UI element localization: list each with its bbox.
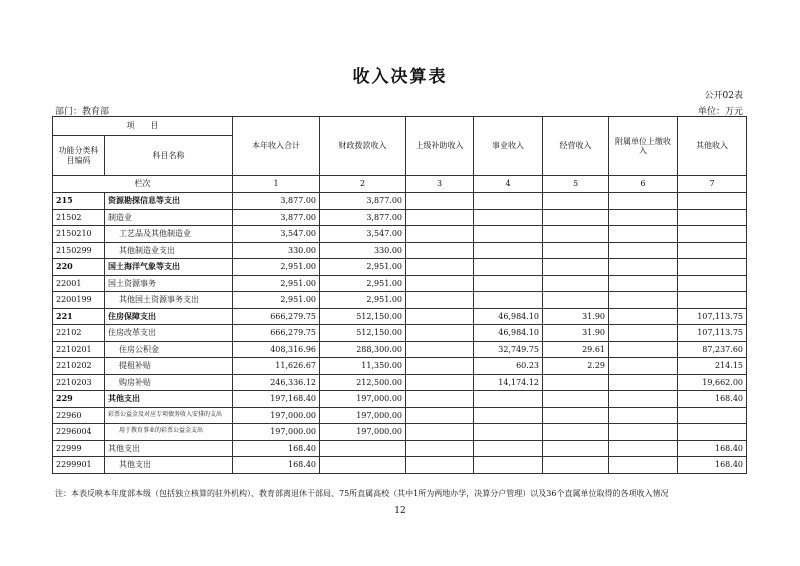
row-value xyxy=(474,193,543,210)
row-value: 46,984.10 xyxy=(474,325,543,342)
row-code: 215 xyxy=(53,193,105,210)
row-value xyxy=(543,275,609,292)
row-value xyxy=(609,391,678,408)
row-value xyxy=(406,424,474,441)
row-value xyxy=(474,391,543,408)
table-row xyxy=(53,325,747,342)
row-value xyxy=(474,226,543,243)
row-value: 31.90 xyxy=(543,308,609,325)
row-value: 288,300.00 xyxy=(320,341,406,358)
row-value: 246,336.12 xyxy=(233,374,320,391)
row-code: 22001 xyxy=(53,275,105,292)
header-col-label: 栏次 xyxy=(53,176,233,193)
row-value xyxy=(678,424,747,441)
row-name: 国土海洋气象等支出 xyxy=(105,259,233,276)
row-value xyxy=(609,193,678,210)
row-value: 408,316.96 xyxy=(233,341,320,358)
row-value xyxy=(474,209,543,226)
row-name: 购房补贴 xyxy=(105,374,233,391)
row-value: 666,279.75 xyxy=(233,325,320,342)
row-name: 其他制造业支出 xyxy=(105,242,233,259)
row-value: 666,279.75 xyxy=(233,308,320,325)
row-value xyxy=(406,457,474,474)
row-value xyxy=(320,440,406,457)
header-col-3: 上级补助收入 xyxy=(406,117,474,176)
table-row xyxy=(53,407,747,424)
header-col-4: 事业收入 xyxy=(474,117,543,176)
table-row xyxy=(53,193,747,210)
row-value xyxy=(609,358,678,375)
row-code: 229 xyxy=(53,391,105,408)
row-value: 107,113.75 xyxy=(678,325,747,342)
row-value xyxy=(609,407,678,424)
row-value xyxy=(406,391,474,408)
row-value xyxy=(543,424,609,441)
table-row xyxy=(53,424,747,441)
row-value: 29.61 xyxy=(543,341,609,358)
row-value xyxy=(609,440,678,457)
row-value xyxy=(406,374,474,391)
row-value xyxy=(609,325,678,342)
row-value xyxy=(678,226,747,243)
row-name: 其他支出 xyxy=(105,457,233,474)
row-value xyxy=(406,440,474,457)
row-name: 资源勘探信息等支出 xyxy=(105,193,233,210)
row-value xyxy=(678,193,747,210)
row-value xyxy=(406,226,474,243)
row-value: 3,547.00 xyxy=(233,226,320,243)
table-row xyxy=(53,440,747,457)
row-value: 197,000.00 xyxy=(320,407,406,424)
row-code: 2210202 xyxy=(53,358,105,375)
row-name: 住房保障支出 xyxy=(105,308,233,325)
row-value xyxy=(678,292,747,309)
row-value xyxy=(406,325,474,342)
row-value: 3,877.00 xyxy=(233,193,320,210)
row-name: 其他支出 xyxy=(105,440,233,457)
department-label: 部门：教育部 xyxy=(55,107,110,117)
row-value: 212,500.00 xyxy=(320,374,406,391)
row-value xyxy=(609,292,678,309)
page-title: 收入决算表 xyxy=(352,67,448,87)
header-col-6: 附属单位上缴收入 xyxy=(609,117,678,176)
row-value: 2,951.00 xyxy=(233,259,320,276)
row-value: 3,547.00 xyxy=(320,226,406,243)
row-value xyxy=(406,193,474,210)
row-value xyxy=(406,242,474,259)
row-value: 197,000.00 xyxy=(233,407,320,424)
row-value: 214.15 xyxy=(678,358,747,375)
row-value xyxy=(474,440,543,457)
table-row xyxy=(53,341,747,358)
row-value xyxy=(609,242,678,259)
header-col-7: 其他收入 xyxy=(678,117,747,176)
footnote: 注：本表反映本年度部本级（包括独立核算的驻外机构）、教育部离退休干部局、75所直属高校（其中1所为两地办学，决算分户管理）以及36个直属单位取得的各项收入情况 xyxy=(55,489,669,498)
col-number: 7 xyxy=(678,176,747,193)
row-value xyxy=(406,275,474,292)
row-code: 22999 xyxy=(53,440,105,457)
row-value: 87,237.60 xyxy=(678,341,747,358)
row-value xyxy=(543,457,609,474)
row-value: 3,877.00 xyxy=(320,209,406,226)
row-value xyxy=(543,193,609,210)
row-name: 用于教育事业的彩票公益金支出 xyxy=(105,424,233,441)
row-value xyxy=(474,275,543,292)
row-value xyxy=(406,292,474,309)
row-name: 提租补贴 xyxy=(105,358,233,375)
unit-label: 单位：万元 xyxy=(697,107,743,117)
header-col-1: 本年收入合计 xyxy=(233,117,320,176)
row-value xyxy=(406,209,474,226)
row-value xyxy=(678,242,747,259)
col-number: 3 xyxy=(406,176,474,193)
row-value xyxy=(406,308,474,325)
row-code: 2150299 xyxy=(53,242,105,259)
row-code: 221 xyxy=(53,308,105,325)
row-value xyxy=(678,259,747,276)
header-col-5: 经营收入 xyxy=(543,117,609,176)
row-value: 2,951.00 xyxy=(233,292,320,309)
page-number: 12 xyxy=(394,506,406,516)
row-code: 2296004 xyxy=(53,424,105,441)
row-code: 2210203 xyxy=(53,374,105,391)
row-code: 22102 xyxy=(53,325,105,342)
row-value: 107,113.75 xyxy=(678,308,747,325)
row-value: 330.00 xyxy=(320,242,406,259)
row-value xyxy=(609,308,678,325)
row-value: 168.40 xyxy=(233,440,320,457)
row-value: 3,877.00 xyxy=(233,209,320,226)
row-name: 彩票公益金及对应专项债务收入安排的支出 xyxy=(105,407,233,424)
col-number: 5 xyxy=(543,176,609,193)
row-code: 2150210 xyxy=(53,226,105,243)
row-value xyxy=(543,391,609,408)
row-value xyxy=(609,209,678,226)
table-row xyxy=(53,275,747,292)
row-value xyxy=(678,209,747,226)
row-value: 168.40 xyxy=(233,457,320,474)
row-value xyxy=(320,457,406,474)
row-value xyxy=(406,358,474,375)
row-value xyxy=(609,275,678,292)
row-name: 住房改革支出 xyxy=(105,325,233,342)
row-value xyxy=(609,226,678,243)
row-value xyxy=(474,259,543,276)
header-name: 科目名称 xyxy=(105,136,233,176)
row-value xyxy=(609,424,678,441)
row-value: 14,174.12 xyxy=(474,374,543,391)
row-value xyxy=(474,292,543,309)
row-value: 2,951.00 xyxy=(320,292,406,309)
row-value: 31.90 xyxy=(543,325,609,342)
col-number: 4 xyxy=(474,176,543,193)
row-value xyxy=(474,407,543,424)
table-row xyxy=(53,226,747,243)
row-value xyxy=(678,407,747,424)
row-value: 2,951.00 xyxy=(233,275,320,292)
row-value: 168.40 xyxy=(678,391,747,408)
row-value: 330.00 xyxy=(233,242,320,259)
header-project: 项 目 xyxy=(53,117,233,136)
row-value: 512,150.00 xyxy=(320,308,406,325)
row-value xyxy=(543,407,609,424)
row-value: 3,877.00 xyxy=(320,193,406,210)
row-value xyxy=(543,209,609,226)
row-value xyxy=(609,374,678,391)
row-value xyxy=(609,259,678,276)
row-value: 2.29 xyxy=(543,358,609,375)
row-value: 60.23 xyxy=(474,358,543,375)
row-value: 11,626.67 xyxy=(233,358,320,375)
row-name: 其他支出 xyxy=(105,391,233,408)
row-value: 19,662.00 xyxy=(678,374,747,391)
row-value: 197,000.00 xyxy=(320,391,406,408)
row-code: 21502 xyxy=(53,209,105,226)
row-code: 220 xyxy=(53,259,105,276)
row-value: 32,749.75 xyxy=(474,341,543,358)
row-name: 住房公积金 xyxy=(105,341,233,358)
table-row xyxy=(53,391,747,408)
table-row xyxy=(53,308,747,325)
row-value xyxy=(474,457,543,474)
row-value xyxy=(543,242,609,259)
row-value xyxy=(543,259,609,276)
row-value xyxy=(406,341,474,358)
header-col-2: 财政拨款收入 xyxy=(320,117,406,176)
row-code: 2299901 xyxy=(53,457,105,474)
row-value: 197,168.40 xyxy=(233,391,320,408)
row-value: 46,984.10 xyxy=(474,308,543,325)
row-value: 197,000.00 xyxy=(233,424,320,441)
row-value xyxy=(543,292,609,309)
row-value xyxy=(609,341,678,358)
table-row xyxy=(53,209,747,226)
table-row xyxy=(53,374,747,391)
row-value: 11,350.00 xyxy=(320,358,406,375)
row-name: 国土资源事务 xyxy=(105,275,233,292)
table-row xyxy=(53,292,747,309)
row-value: 2,951.00 xyxy=(320,259,406,276)
row-value xyxy=(543,440,609,457)
row-value xyxy=(406,407,474,424)
row-value xyxy=(609,457,678,474)
row-value xyxy=(678,275,747,292)
row-name: 工艺品及其他制造业 xyxy=(105,226,233,243)
header-code: 功能分类科目编码 xyxy=(53,136,105,176)
table-row xyxy=(53,358,747,375)
table-row xyxy=(53,457,747,474)
row-name: 其他国土资源事务支出 xyxy=(105,292,233,309)
row-value xyxy=(474,424,543,441)
row-code: 2210201 xyxy=(53,341,105,358)
table-row xyxy=(53,259,747,276)
col-number: 2 xyxy=(320,176,406,193)
row-name: 制造业 xyxy=(105,209,233,226)
row-value xyxy=(474,242,543,259)
form-number: 公开02表 xyxy=(704,91,743,101)
row-value: 512,150.00 xyxy=(320,325,406,342)
row-value xyxy=(543,374,609,391)
row-code: 22960 xyxy=(53,407,105,424)
row-value: 2,951.00 xyxy=(320,275,406,292)
row-value: 197,000.00 xyxy=(320,424,406,441)
row-value: 168.40 xyxy=(678,457,747,474)
row-value: 168.40 xyxy=(678,440,747,457)
col-number: 6 xyxy=(609,176,678,193)
row-code: 2200199 xyxy=(53,292,105,309)
row-value xyxy=(406,259,474,276)
row-value xyxy=(543,226,609,243)
table-row xyxy=(53,242,747,259)
income-table xyxy=(52,116,747,474)
col-number: 1 xyxy=(233,176,320,193)
